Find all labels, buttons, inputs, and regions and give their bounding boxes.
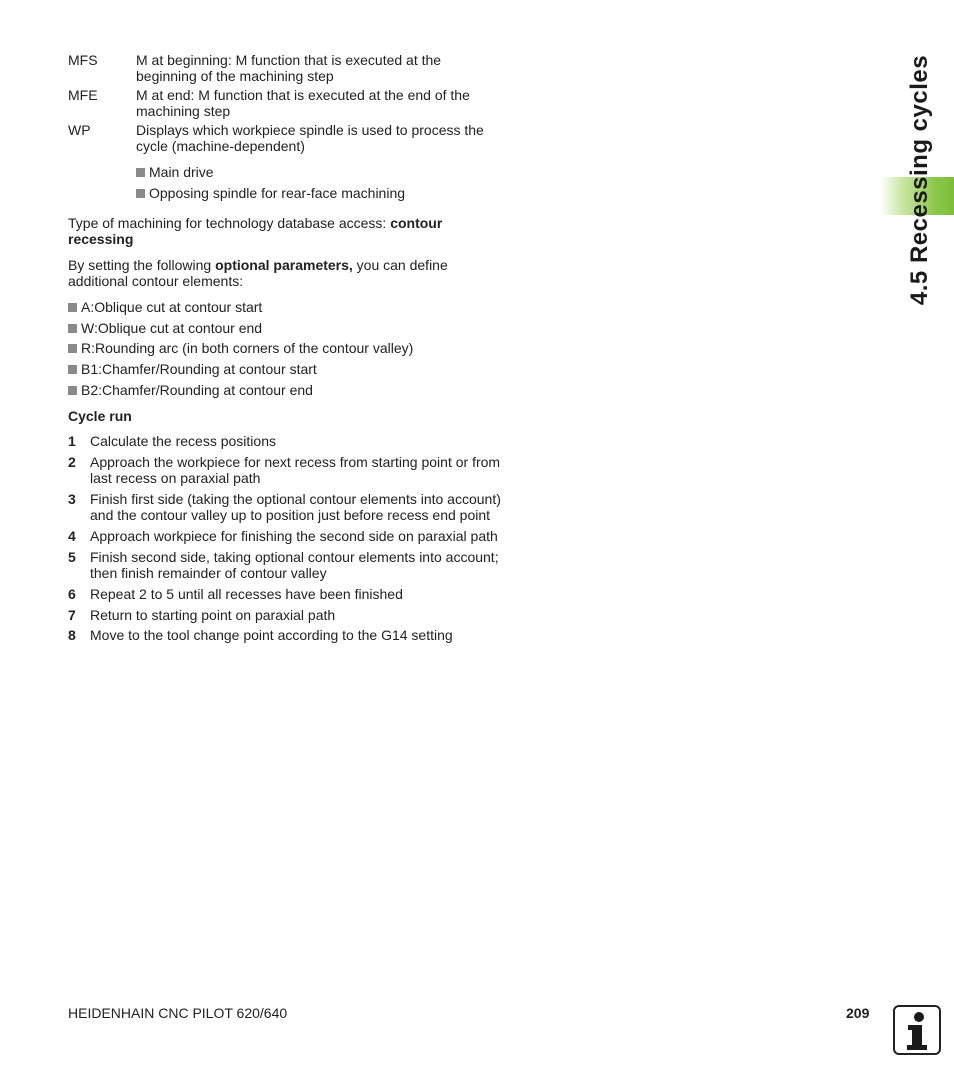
step-text bbox=[90, 433, 520, 449]
contour-element-item bbox=[68, 320, 262, 336]
step-number: 3 bbox=[68, 491, 76, 507]
info-glyph-icon bbox=[895, 1007, 939, 1053]
tech-para-bold: contour bbox=[390, 215, 443, 231]
bullet-square-icon bbox=[136, 168, 145, 177]
step-number: 8 bbox=[68, 627, 76, 643]
step-number: 7 bbox=[68, 607, 76, 623]
optional-para-line2: additional contour elements: bbox=[68, 273, 244, 289]
step-line: Finish first side (taking the optional contour elements into account) bbox=[90, 491, 501, 507]
step-text bbox=[90, 607, 520, 623]
section-side-title bbox=[880, 50, 954, 310]
step-line: Calculate the recess positions bbox=[90, 433, 276, 449]
tech-para-bold-line2: recessing bbox=[68, 231, 134, 247]
step-line: and the contour valley up to position just before recess end point bbox=[90, 507, 491, 523]
bullet-square-icon bbox=[68, 324, 77, 333]
tech-para-text: Type of machining for technology database access: bbox=[68, 215, 391, 231]
contour-element-item bbox=[68, 299, 262, 315]
step-text bbox=[90, 627, 520, 643]
wp-option-opposing-spindle bbox=[136, 185, 405, 201]
param-desc-line: machining step bbox=[136, 103, 231, 119]
param-desc-mfe bbox=[136, 87, 506, 119]
param-desc-line: beginning of the machining step bbox=[136, 68, 334, 84]
step-line: Finish second side, taking optional contour elements into account; bbox=[90, 549, 499, 565]
contour-element-item bbox=[68, 340, 413, 356]
optional-paragraph bbox=[68, 257, 508, 289]
step-text bbox=[90, 528, 520, 544]
step-number: 6 bbox=[68, 586, 76, 602]
optional-para-text: By setting the following bbox=[68, 257, 216, 273]
step-number: 2 bbox=[68, 454, 76, 470]
cycle-run-heading: Cycle run bbox=[68, 408, 132, 424]
bullet-square-icon bbox=[68, 344, 77, 353]
optional-para-suffix: you can define bbox=[352, 257, 448, 273]
param-desc-line: cycle (machine-dependent) bbox=[136, 138, 305, 154]
wp-option-label: Main drive bbox=[149, 164, 214, 180]
info-icon bbox=[893, 1005, 941, 1055]
contour-element-item bbox=[68, 382, 313, 398]
step-line: then finish remainder of contour valley bbox=[90, 565, 327, 581]
page-number: 209 bbox=[846, 1005, 870, 1021]
contour-element-label: A:Oblique cut at contour start bbox=[81, 299, 263, 315]
bullet-square-icon bbox=[68, 365, 77, 374]
contour-element-label: B1:Chamfer/Rounding at contour start bbox=[81, 361, 317, 377]
step-text bbox=[90, 549, 520, 581]
param-key-mfs: MFS bbox=[68, 52, 98, 68]
footer-product-name: HEIDENHAIN CNC PILOT 620/640 bbox=[68, 1005, 288, 1021]
step-line: Return to starting point on paraxial path bbox=[90, 607, 336, 623]
contour-element-label: B2:Chamfer/Rounding at contour end bbox=[81, 382, 313, 398]
param-desc-wp bbox=[136, 122, 506, 154]
param-desc-line: M at end: M function that is executed at the end of the bbox=[136, 87, 470, 103]
step-number: 4 bbox=[68, 528, 76, 544]
section-side-title-text: 4.5 Recessing cycles bbox=[906, 54, 933, 306]
step-line: Move to the tool change point according to the G14 setting bbox=[90, 627, 453, 643]
step-number: 1 bbox=[68, 433, 76, 449]
step-text bbox=[90, 454, 520, 486]
contour-element-label: W:Oblique cut at contour end bbox=[81, 320, 263, 336]
bullet-square-icon bbox=[136, 189, 145, 198]
step-line: Approach the workpiece for next recess from starting point or from bbox=[90, 454, 501, 470]
step-line: last recess on paraxial path bbox=[90, 470, 261, 486]
param-key-wp: WP bbox=[68, 122, 91, 138]
optional-para-bold: optional parameters, bbox=[215, 257, 353, 273]
step-text bbox=[90, 491, 520, 523]
contour-element-label: R:Rounding arc (in both corners of the contour valley) bbox=[81, 340, 414, 356]
param-desc-line: Displays which workpiece spindle is used to process the bbox=[136, 122, 484, 138]
param-desc-line: M at beginning: M function that is executed at the bbox=[136, 52, 442, 68]
tech-paragraph bbox=[68, 215, 508, 247]
bullet-square-icon bbox=[68, 303, 77, 312]
param-desc-mfs bbox=[136, 52, 506, 84]
contour-element-item bbox=[68, 361, 317, 377]
step-line: Repeat 2 to 5 until all recesses have been finished bbox=[90, 586, 403, 602]
step-line: Approach workpiece for finishing the second side on paraxial path bbox=[90, 528, 498, 544]
step-text bbox=[90, 586, 520, 602]
wp-option-label: Opposing spindle for rear-face machining bbox=[149, 185, 406, 201]
wp-option-main-drive bbox=[136, 164, 214, 180]
param-key-mfe: MFE bbox=[68, 87, 98, 103]
step-number: 5 bbox=[68, 549, 76, 565]
bullet-square-icon bbox=[68, 386, 77, 395]
